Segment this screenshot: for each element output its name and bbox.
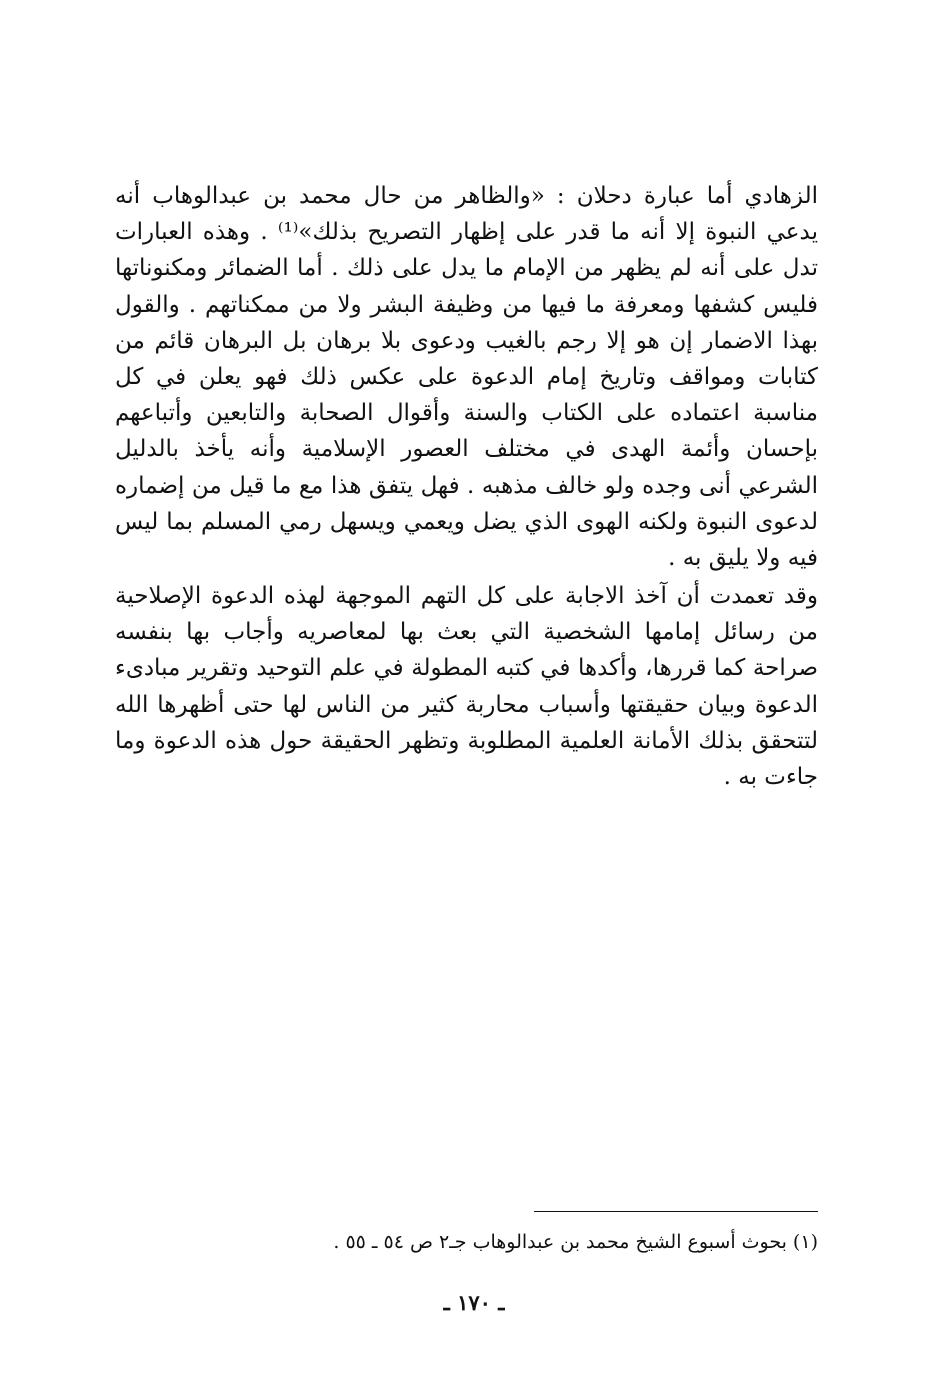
page-number: ـ ١٧٠ ـ: [443, 1290, 505, 1315]
body-paragraph-2: [115, 578, 818, 795]
footnote: (١) بحوث أسبوع الشيخ محمد بن عبدالوهاب جـ٢ ص ٥٤ ـ ٥٥ .: [333, 1231, 818, 1253]
paragraph-text: وقد تعمدت أن آخذ الاجابة على كل التهم الموجهة لهذه الدعوة الإصلاحية من رسائل إمامها الشخصية التي بعث بها لمعاصريه وأجاب بها بنفسه صراحة كما قررها، وأكدها في كتبه المطولة في علم التوحيد وتقرير مبادىء الدعوة وبيان حقيقتها وأسباب محاربة كثير من الناس لها حتى أظهرها الله لتتحقق بذلك الأمانة العلمية المطلوبة وتظهر الحقيقة حول هذه الدعوة وما جاءت به .: [115, 583, 818, 791]
footnote-divider: [534, 1211, 818, 1212]
paragraph-text: الزهادي أما عبارة دحلان : «والظاهر من حال محمد بن عبدالوهاب أنه يدعي النبوة إلا أنه ما قدر على إظهار التصريح بذلك»⁽¹⁾ . وهذه العبارات تدل على أنه لم يظهر من الإمام ما يدل على ذلك . أما الضمائر ومكنوناتها فليس كشفها ومعرفة ما فيها من وظيفة البشر ولا من ممكناتهم . والقول بهذا الاضمار إن هو إلا رجم بالغيب ودعوى بلا برهان بل البرهان قائم من كتابات ومواقف وتاريخ إمام الدعوة على عكس ذلك فهو يعلن في كل مناسبة اعتماده على الكتاب والسنة وأقوال الصحابة والتابعين وأتباعهم بإحسان وأئمة الهدى في مختلف العصور الإسلامية وأنه يأخذ بالدليل الشرعي أنى وجده ولو خالف مذهبه . فهل يتفق هذا مع ما قيل من إضماره لدعوى النبوة ولكنه الهوى الذي يضل ويعمي ويسهل رمي المسلم بما ليس فيه ولا يليق به .: [115, 183, 818, 572]
body-paragraph-1: [115, 178, 818, 576]
